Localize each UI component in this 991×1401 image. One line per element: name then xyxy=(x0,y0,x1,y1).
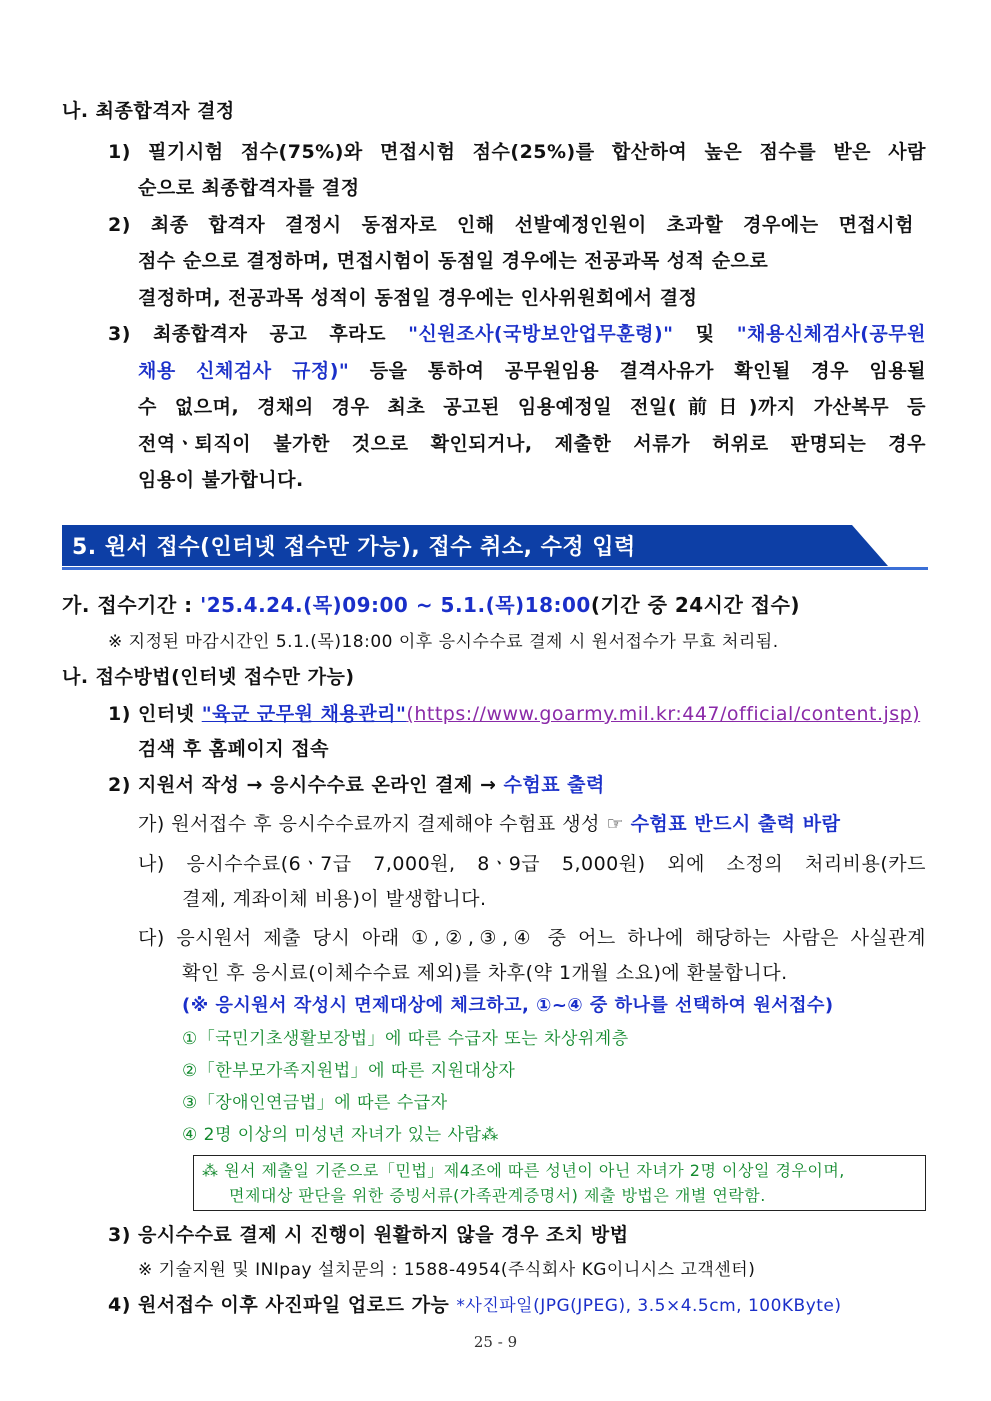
step-4-photo-spec: *사진파일(JPG(JPEG), 3.5×4.5cm, 100KByte) xyxy=(456,1296,842,1316)
substep-na-line-2: 결제, 계좌이체 비용)이 발생합니다. xyxy=(182,888,487,910)
item-3-line-3: 수 없으며, 경채의 경우 최초 공고된 임용예정일 전일(前日)까지 가산복무 등 xyxy=(138,396,926,418)
item-3-text-a: 3) 최종합격자 공고 후라도 xyxy=(108,323,409,345)
step-1-text: 1) 인터넷 xyxy=(108,703,202,725)
substep-da-line-1: 다) 응시원서 제출 당시 아래 ①,②,③,④ 중 어느 하나에 해당하는 사람은 사실관계 xyxy=(138,927,926,949)
exemption-3: ③「장애인연금법」에 따른 수급자 xyxy=(182,1093,448,1113)
step-3-note: ※ 기술지원 및 INIpay 설치문의 : 1588-4954(주식회사 KG이니시스 고객센터) xyxy=(138,1260,756,1280)
exemption-note-line-1: ⁂ 원서 제출일 기준으로「민법」제4조에 따른 성년이 아닌 자녀가 2명 이상일 경우이며, xyxy=(202,1161,845,1180)
item-2-line-1: 2) 최종 합격자 결정시 동점자로 인해 선발예정인원이 초과할 경우에는 면접시험 xyxy=(108,214,914,236)
item-2-line-3: 결정하며, 전공과목 성적이 동점일 경우에는 인사위원회에서 결정 xyxy=(138,287,698,309)
item-3-line-5: 임용이 불가합니다. xyxy=(138,469,304,491)
step-4-text: 4) 원서접수 이후 사진파일 업로드 가능 xyxy=(108,1294,457,1316)
reception-period xyxy=(62,591,800,619)
section-5-header xyxy=(62,525,928,571)
item-2-line-2: 점수 순으로 결정하며, 면접시험이 동점일 경우에는 전공과목 성적 순으로 xyxy=(138,250,769,272)
step-2-print-ticket: 수험표 출력 xyxy=(503,774,605,796)
step-3: 3) 응시수수료 결제 시 진행이 원활하지 않을 경우 조치 방법 xyxy=(108,1224,629,1246)
step-1-line-2: 검색 후 홈페이지 접속 xyxy=(138,738,330,760)
section-5-title: 5. 원서 접수(인터넷 접수만 가능), 접수 취소, 수정 입력 xyxy=(72,535,636,560)
item-3-line-1 xyxy=(108,320,926,348)
item-3-line-2 xyxy=(138,357,926,385)
step-2-text: 2) 지원서 작성 → 응시수수료 온라인 결제 → xyxy=(108,774,504,796)
exemption-4: ④ 2명 이상의 미성년 자녀가 있는 사람⁂ xyxy=(182,1125,499,1145)
reception-period-label: 가. 접수기간 : xyxy=(62,593,201,617)
substep-ga xyxy=(138,810,840,838)
heading-final-decision: 나. 최종합격자 결정 xyxy=(62,100,235,122)
substep-na-line-1: 나) 응시수수료(6ㆍ7급 7,000원, 8ㆍ9급 5,000원) 외에 소정의 처리비용(카드 xyxy=(138,853,926,875)
goarmy-url-link[interactable]: (https://www.goarmy.mil.kr:447/official/content.jsp) xyxy=(406,703,921,725)
reception-period-dates: '25.4.24.(목)09:00 ~ 5.1.(목)18:00 xyxy=(200,593,591,617)
page-number: 25 - 9 xyxy=(473,1333,518,1351)
item-1-line-1: 1) 필기시험 점수(75%)와 면접시험 점수(25%)를 합산하여 높은 점수를 받은 사람 xyxy=(108,141,926,163)
step-2 xyxy=(108,771,605,799)
deadline-note: ※ 지정된 마감시간인 5.1.(목)18:00 이후 응시수수료 결제 시 원서접수가 무효 처리됨. xyxy=(108,632,779,652)
substep-ga-text: 가) 원서접수 후 응시수수료까지 결제해야 수험표 생성 ☞ xyxy=(138,813,631,835)
exemption-note-box xyxy=(193,1155,926,1211)
exemption-1: ①「국민기초생활보장법」에 따른 수급자 또는 차상위계층 xyxy=(182,1029,629,1049)
substep-da-instruction: (※ 응시원서 작성시 면제대상에 체크하고, ①~④ 중 하나를 선택하여 원서접수) xyxy=(182,995,834,1016)
item-3-line-4: 전역ㆍ퇴직이 불가한 것으로 확인되거나, 제출한 서류가 허위로 판명되는 경우 xyxy=(138,433,926,455)
step-4 xyxy=(108,1291,842,1320)
goarmy-site-link[interactable]: "육군 군무원 채용관리" xyxy=(201,703,407,725)
item-3-physical-check-a: "채용신체검사(공무원 xyxy=(736,323,926,345)
item-3-security-check: "신원조사(국방보안업무훈령)" xyxy=(408,323,674,345)
item-3-text-c: 및 xyxy=(673,323,737,345)
exemption-2: ②「한부모가족지원법」에 따른 지원대상자 xyxy=(182,1061,516,1081)
heading-reception-method: 나. 접수방법(인터넷 접수만 가능) xyxy=(62,666,355,688)
step-1-line-1 xyxy=(108,700,920,728)
item-3-text-e: 등을 통하여 공무원임용 결격사유가 확인될 경우 임용될 xyxy=(349,360,926,382)
substep-ga-emphasis: 수험표 반드시 출력 바람 xyxy=(630,813,841,835)
item-3-physical-check-b: 채용 신체검사 규정)" xyxy=(138,360,350,382)
item-1-line-2: 순으로 최종합격자를 결정 xyxy=(138,177,360,199)
reception-period-suffix: (기간 중 24시간 접수) xyxy=(590,593,801,617)
substep-da-line-2: 확인 후 응시료(이체수수료 제외)를 차후(약 1개월 소요)에 환불합니다. xyxy=(182,962,788,984)
exemption-note-line-2: 면제대상 판단을 위한 증빙서류(가족관계증명서) 제출 방법은 개별 연락함. xyxy=(229,1186,766,1205)
